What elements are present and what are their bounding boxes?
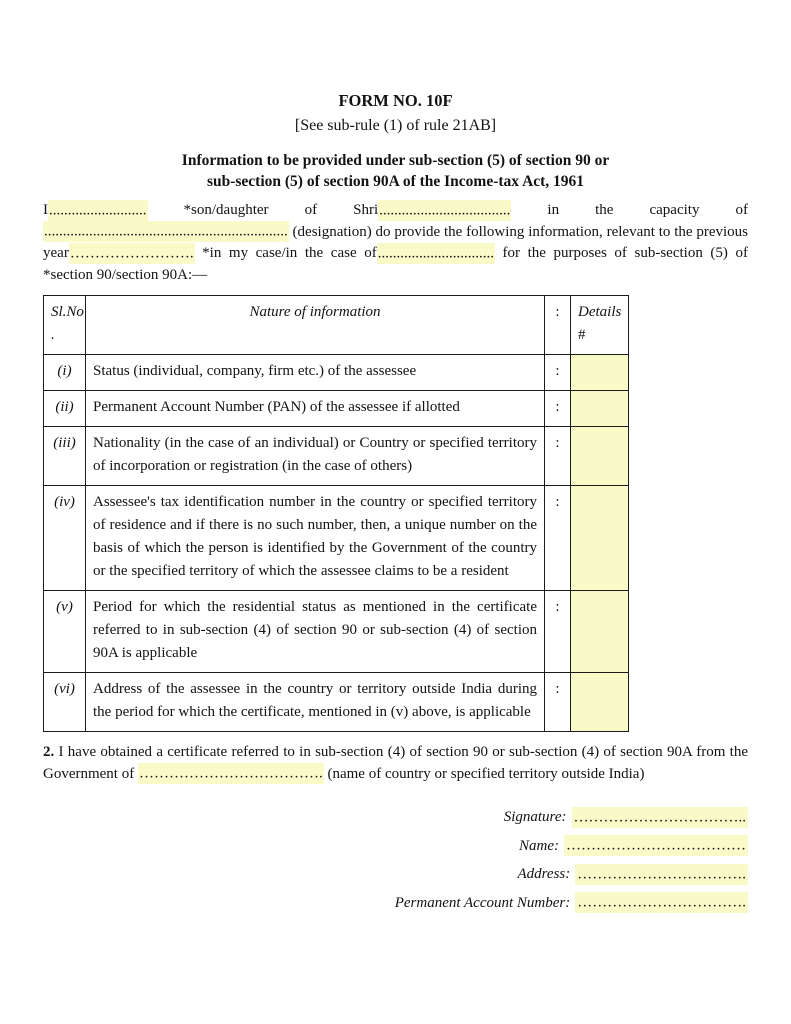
case-of-blank[interactable]: ...............................: [377, 243, 495, 264]
certificate-seg-1: I have obtained a certificate referred to in sub-section (4) of section 90 or sub-section (4) of section 90A from the Government of: [43, 744, 748, 782]
applicant-name-blank[interactable]: ..........................: [48, 200, 148, 221]
country-blank[interactable]: ……………………………….: [138, 763, 324, 784]
designation-blank[interactable]: .................................................................: [43, 221, 289, 242]
name-line: [43, 832, 748, 861]
row-colon: :: [545, 391, 571, 427]
father-name-blank[interactable]: ...................................: [378, 200, 511, 221]
row-colon: :: [545, 355, 571, 391]
row-number: (iv): [44, 486, 86, 591]
col-header-slno: [44, 296, 86, 355]
signature-label: Signature:: [503, 809, 567, 825]
signature-line: [43, 803, 748, 832]
paragraph-number: 2.: [43, 744, 55, 760]
col-header-details-line2: #: [578, 327, 586, 343]
table-row-iv: [44, 486, 629, 591]
table-row-i: [44, 355, 629, 391]
name-label: Name:: [519, 837, 559, 854]
intro-seg-3: in the capacity of: [511, 202, 748, 218]
col-header-nature: Nature of information: [86, 296, 545, 355]
address-label: Address:: [517, 866, 571, 882]
details-input-cell[interactable]: [571, 486, 629, 591]
certificate-seg-2: (name of country or specified territory outside India): [323, 765, 645, 782]
row-number: (iii): [44, 427, 86, 486]
previous-year-blank[interactable]: …………………….: [69, 243, 195, 264]
row-colon: :: [545, 486, 571, 591]
intro-seg-1: I: [43, 202, 48, 218]
intro-seg-6: for the purposes of sub-section (5) of *section 90/section 90A:—: [43, 245, 748, 283]
pan-line: [43, 889, 748, 918]
row-number: (i): [44, 355, 86, 391]
table-row-vi: [44, 673, 629, 732]
signature-blank[interactable]: ……………………………..: [572, 807, 749, 828]
col-header-details: [571, 296, 629, 355]
col-header-slno-line1: Sl.No: [51, 304, 84, 320]
intro-seg-5: *in my case/in the case of: [194, 245, 377, 261]
form-subrule: [See sub-rule (1) of rule 21AB]: [294, 117, 497, 134]
row-description: Assessee's tax identification number in the country or specified territory of residence and if there is no such number, then, a unique number on the basis of which the person is identified by the Government of the country or the specified territory of which the assessee claims to be a resident: [86, 486, 545, 591]
intro-seg-4: (designation) do provide the following information, relevant to the previous year: [43, 223, 748, 261]
row-description: Nationality (in the case of an individual) or Country or specified territory of incorporation or registration (in the case of others): [86, 427, 545, 486]
row-colon: :: [545, 427, 571, 486]
information-table: [43, 295, 629, 732]
row-description: Address of the assessee in the country or territory outside India during the period for which the certificate, mentioned in (v) above, is applicable: [86, 673, 545, 732]
form-heading-line-2: sub-section (5) of section 90A of the Income-tax Act, 1961: [206, 173, 585, 190]
declaration-paragraph: [43, 200, 748, 286]
row-description: Status (individual, company, firm etc.) of the assessee: [86, 355, 545, 391]
row-number: (ii): [44, 391, 86, 427]
details-input-cell[interactable]: [571, 355, 629, 391]
table-row-v: [44, 591, 629, 673]
intro-seg-2: *son/daughter of Shri: [147, 202, 379, 218]
pan-blank[interactable]: …………………………….: [575, 892, 748, 913]
details-input-cell[interactable]: [571, 591, 629, 673]
col-header-colon: :: [545, 296, 571, 355]
details-input-cell[interactable]: [571, 391, 629, 427]
table-row-iii: [44, 427, 629, 486]
row-colon: :: [545, 591, 571, 673]
address-blank[interactable]: …………………………….: [575, 864, 748, 885]
address-line: [43, 860, 748, 889]
col-header-slno-line2: .: [51, 327, 55, 343]
form-title: FORM NO. 10F: [338, 91, 453, 110]
signature-block: [43, 803, 748, 917]
details-input-cell[interactable]: [571, 427, 629, 486]
col-header-details-line1: Details: [578, 304, 622, 320]
row-description: Period for which the residential status as mentioned in the certificate referred to in sub-section (4) of section 90 or sub-section (4) of section 90A is applicable: [86, 591, 545, 673]
row-number: (v): [44, 591, 86, 673]
form-heading-line-1: Information to be provided under sub-section (5) of section 90 or: [181, 152, 610, 169]
table-header-row: [44, 296, 629, 355]
certificate-paragraph: [43, 742, 748, 785]
row-description: Permanent Account Number (PAN) of the assessee if allotted: [86, 391, 545, 427]
table-row-ii: [44, 391, 629, 427]
pan-label: Permanent Account Number:: [394, 894, 571, 911]
details-input-cell[interactable]: [571, 673, 629, 732]
row-colon: :: [545, 673, 571, 732]
form-heading: [43, 150, 748, 192]
name-blank[interactable]: ………………………………: [564, 835, 748, 856]
row-number: (vi): [44, 673, 86, 732]
